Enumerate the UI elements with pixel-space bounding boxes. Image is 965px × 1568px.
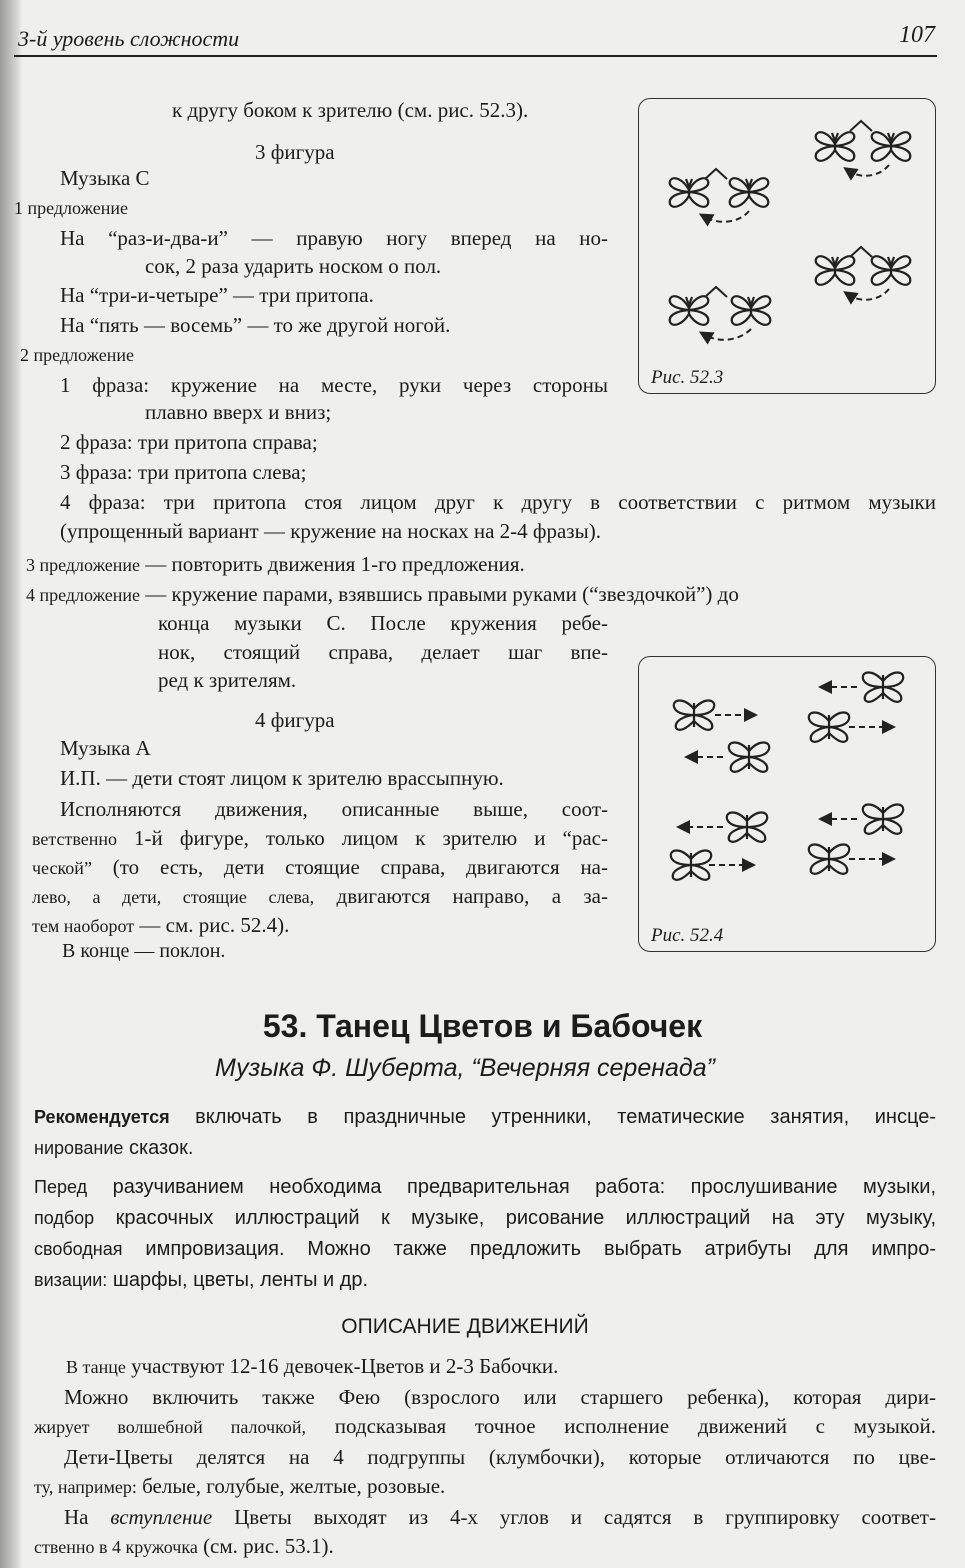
butterfly-pair-3 (816, 247, 911, 300)
description-paragraph: В танце участвуют 12-16 девочек-Цветов и 2-3 Бабочки. Можно включить также Фею (взрослого или старшего ребенка), которая дири- жирует волшебной палочкой, подсказывая точное исполнение движений с музыкой. Дети-Цветы делятся на 4 подгруппы (клумбочки), которые отличаются по цве- ту, например: белые, голубые, желтые, розовые. На вступление Цветы выходят из 4-х углов и садятся в группировку соответ- ственно в 4 кружочка (см. рис. 53.1). (34, 1354, 936, 1558)
text-line: В конце — поклон. (62, 940, 226, 962)
preparation-paragraph: Перед разучиванием необходима предварительная работа: прослушивание музыки, подбор красочных иллюстраций к музыке, рисование иллюстраций на эту музыку, свободная импровизация. Можно также предложить выбрать атрибуты для импро- визации: шарфы, цветы, ленты и др. (34, 1176, 936, 1291)
text-line: (упрощенный вариант — кружение на носках на 2-4 фразы). (60, 519, 601, 543)
sentence-label-1: 1 предложение (14, 198, 129, 218)
sentence-label-3: 3 предложение (26, 555, 141, 575)
sentence-text-3: — повторить движения 1-го предложения. (140, 552, 525, 576)
recommend-paragraph: Рекомендуется включать в праздничные утренники, тематические занятия, инсце- нирование сказок. (34, 1106, 936, 1159)
text-line: к другу боком к зрителю (см. рис. 52.3). (172, 98, 529, 122)
text-line: На “пять — восемь” — то же другой ногой. (60, 313, 451, 337)
running-header: 3-й уровень сложности (18, 26, 240, 51)
music-label: Музыка С (60, 166, 150, 190)
figure-heading-3: 3 фигура (255, 140, 335, 164)
section-title: 53. Танец Цветов и Бабочек (262, 1008, 703, 1044)
subsection-heading: ОПИСАНИЕ ДВИЖЕНИЙ (341, 1315, 589, 1338)
butterfly-icon (671, 851, 711, 880)
text-line: плавно вверх и вниз; (145, 400, 332, 424)
text-line: Исполняются движения, описанные выше, соот- (60, 797, 608, 821)
text-line: 3 фраза: три притопа слева; (60, 460, 307, 484)
figure-heading-4: 4 фигура (255, 708, 335, 732)
butterfly-pair-2 (670, 169, 769, 222)
butterfly-icon (729, 743, 769, 772)
figure-caption: Рис. 52.4 (651, 925, 724, 946)
text-line: лево, а дети, стоящие слева, двигаются направо, а за- (32, 884, 608, 908)
text-line: сок, 2 раза ударить носком о пол. (145, 254, 442, 278)
butterfly-icon (674, 701, 714, 730)
butterfly-pair-4 (670, 287, 771, 340)
text-line: На “три-и-четыре” — три притопа. (60, 283, 374, 307)
butterfly-directions-diagram (639, 657, 935, 951)
section-subtitle: Музыка Ф. Шуберта, “Вечерняя серенада” (215, 1054, 715, 1082)
header-rule (14, 55, 937, 57)
text-line: тем наоборот — см. рис. 52.4). (32, 913, 290, 937)
figure-52-3 (638, 98, 936, 394)
text-line: ческой” (то есть, дети стоящие справа, двигаются на- (32, 855, 608, 879)
figure-caption: Рис. 52.3 (651, 367, 724, 388)
text-line: ред к зрителям. (158, 668, 297, 692)
sentence-label-2: 2 предложение (20, 345, 135, 365)
sentence-label-4: 4 предложение (26, 585, 141, 605)
butterfly-pair-1 (816, 121, 911, 176)
text-line: ветственно 1-й фигуре, только лицом к зрителю и “рас- (32, 826, 608, 850)
page-number: 107 (899, 22, 935, 48)
text-line (26, 580, 739, 609)
butterfly-icon (863, 673, 903, 702)
butterfly-icon (863, 805, 903, 834)
music-label: Музыка А (60, 736, 151, 760)
text-line: На “раз-и-два-и” — правую ногу вперед на но- (60, 226, 608, 250)
butterfly-icon (809, 713, 849, 742)
sentence-text-4: — кружение парами, взявшись правыми руками (“звездочкой”) до (140, 582, 739, 606)
text-line: 4 фраза: три притопа стоя лицом друг к другу в соответствии с ритмом музыки (60, 490, 936, 514)
text-line: 2 фраза: три притопа справа; (60, 430, 318, 454)
text-line: 1 фраза: кружение на месте, руки через стороны (60, 373, 608, 397)
text-line: конца музыки С. После кружения ребе- (158, 611, 608, 635)
butterfly-icon (809, 845, 849, 874)
text-line (26, 550, 525, 579)
text-line: нок, стоящий справа, делает шаг впе- (158, 640, 608, 664)
figure-52-4 (638, 656, 936, 952)
text-line: И.П. — дети стоят лицом к зрителю врассыпную. (60, 766, 504, 790)
butterfly-pairs-diagram (639, 99, 935, 393)
butterfly-icon (727, 813, 767, 842)
